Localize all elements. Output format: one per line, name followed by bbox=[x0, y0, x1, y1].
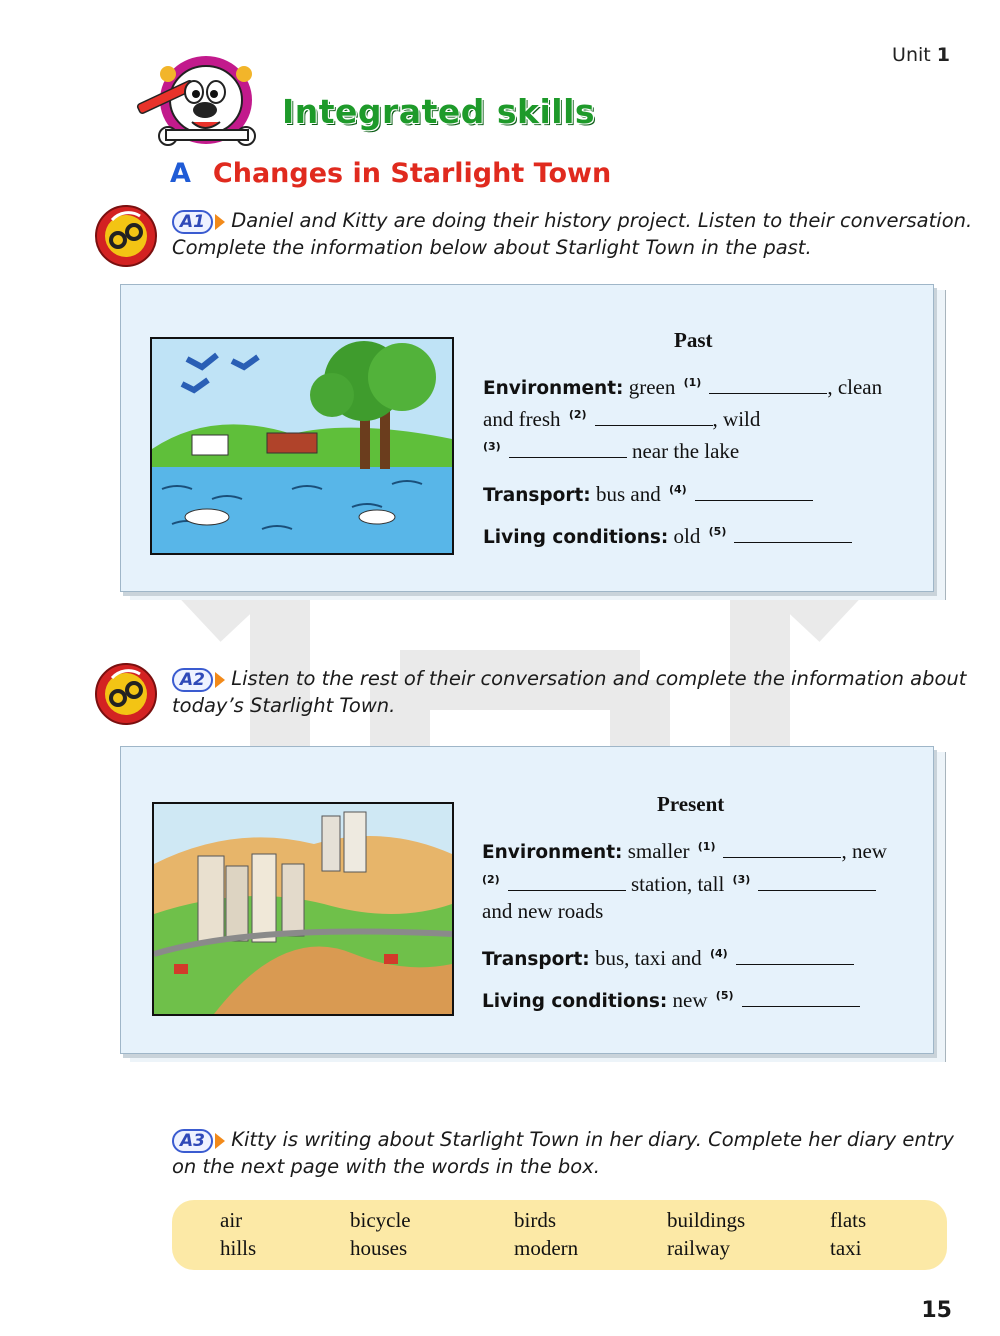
section-title: Integrated skills bbox=[282, 92, 596, 131]
a3-badge: A3 bbox=[172, 1129, 213, 1153]
unit-label: Unit 1 bbox=[892, 44, 950, 66]
present-blank-2[interactable] bbox=[508, 872, 626, 891]
past-blank-2[interactable] bbox=[595, 407, 713, 426]
cd-audio-icon bbox=[94, 662, 158, 726]
present-transport-line: Transport: bus, taxi and $^{(4)}$ bbox=[482, 938, 854, 976]
word-box-item: modern bbox=[514, 1236, 579, 1260]
word-box-item: birds bbox=[514, 1208, 556, 1232]
present-blank-3[interactable] bbox=[758, 872, 876, 891]
past-heading: Past bbox=[674, 328, 713, 352]
past-blank-3[interactable] bbox=[509, 439, 627, 458]
subsection-letter: A bbox=[170, 158, 191, 189]
a2-badge: A2 bbox=[172, 668, 213, 692]
a3-instruction: A3 Kitty is writing about Starlight Town in her diary. Complete her diary entry on the next page with the words in the box. bbox=[172, 1128, 954, 1178]
word-box-item: railway bbox=[667, 1236, 730, 1260]
past-environment-line1: Environment: green $^{(1)}$ , clean bbox=[483, 375, 883, 399]
past-town-picture bbox=[150, 337, 454, 555]
subsection-title: Changes in Starlight Town bbox=[212, 158, 612, 189]
present-heading: Present bbox=[657, 792, 725, 816]
play-arrow-icon bbox=[215, 1133, 225, 1149]
word-box-item: flats bbox=[830, 1208, 867, 1232]
a2-instruction: A2 Listen to the rest of their conversation and complete the information about today’s Starlight Town. bbox=[172, 667, 967, 717]
present-blank-5[interactable] bbox=[742, 988, 860, 1007]
word-box-item: houses bbox=[350, 1236, 408, 1260]
cd-audio-icon bbox=[94, 204, 158, 268]
present-blank-4[interactable] bbox=[736, 946, 854, 965]
word-box bbox=[172, 1200, 947, 1270]
past-blank-1[interactable] bbox=[709, 375, 827, 394]
present-environment-line2: $^{(2)}$ station, tall $^{(3)}$ bbox=[482, 864, 876, 900]
present-environment-line1: Environment: smaller $^{(1)}$ , new bbox=[482, 839, 887, 863]
a1-badge: A1 bbox=[172, 210, 213, 234]
word-box-item: bicycle bbox=[350, 1208, 411, 1232]
mascot-dog-icon bbox=[128, 52, 278, 147]
past-environment-line2: and fresh $^{(2)}$ , wild bbox=[483, 407, 761, 431]
page-number: 15 bbox=[921, 1298, 952, 1323]
present-living-line: Living conditions: new $^{(5)}$ bbox=[482, 980, 860, 1018]
past-environment-line3: $^{(3)}$ near the lake bbox=[483, 439, 740, 463]
play-arrow-icon bbox=[215, 214, 225, 230]
word-box-item: air bbox=[220, 1208, 243, 1232]
word-box-item: taxi bbox=[830, 1236, 862, 1260]
past-blank-5[interactable] bbox=[734, 524, 852, 543]
word-box-item: buildings bbox=[667, 1208, 746, 1232]
present-environment-line3: and new roads bbox=[482, 899, 604, 923]
past-blank-4[interactable] bbox=[695, 482, 813, 501]
subsection-heading bbox=[170, 158, 611, 189]
a1-instruction: A1 Daniel and Kitty are doing their history project. Listen to their conversation. Complete the information below about Starlight Town in the past. bbox=[172, 209, 973, 259]
play-arrow-icon bbox=[215, 672, 225, 688]
present-blank-1[interactable] bbox=[723, 839, 841, 858]
present-town-picture bbox=[152, 802, 454, 1016]
past-transport-line: Transport: bus and $^{(4)}$ bbox=[483, 474, 813, 512]
past-living-line: Living conditions: old $^{(5)}$ bbox=[483, 516, 852, 554]
word-box-item: hills bbox=[220, 1236, 257, 1260]
